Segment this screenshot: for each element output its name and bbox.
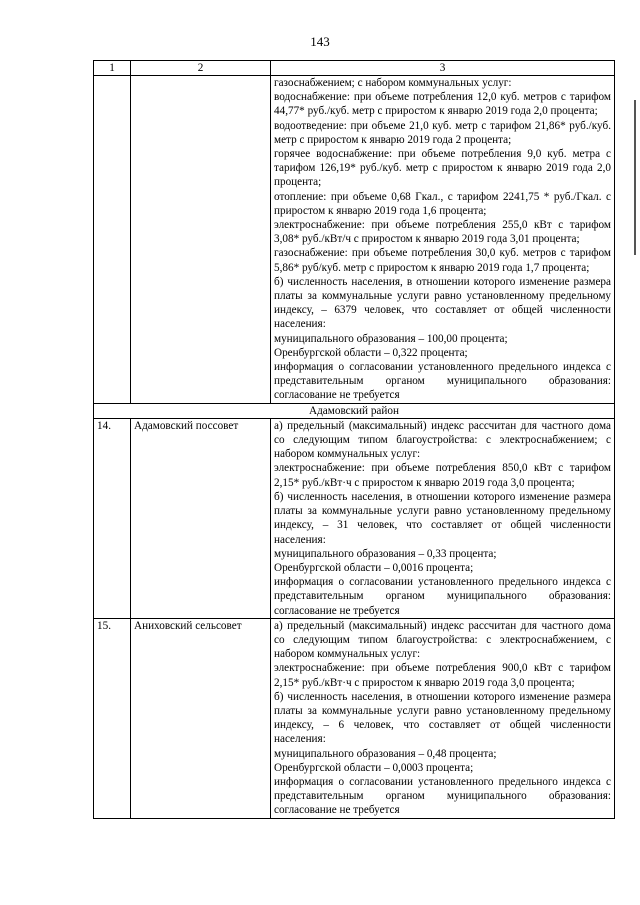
row-text [271, 418, 615, 618]
paragraph: муниципального образования – 0,33 процента; [274, 547, 497, 560]
region-row [94, 403, 615, 418]
paragraph: водоснабжение: при объеме потребления 12,0 куб. метров с тарифом 44,77* руб./куб. метр с приростом к январю 2019 года 2,0 процента; [274, 91, 611, 118]
paragraph: электроснабжение: при объеме потребления 850,0 кВт с тарифом 2,15* руб./кВт·ч с приростом к январю 2019 года 3,0 процента; [274, 462, 611, 489]
paragraph: газоснабжение: при объеме потребления 30,0 куб. метров с тарифом 5,86* руб/куб. метр с приростом к январю 2019 года 1,7 процента; [274, 247, 611, 274]
row-number-cell [94, 76, 131, 404]
paragraph: информация о согласовании установленного предельного индекса с представительным органом муниципального образования: согласование не требуется [274, 775, 611, 817]
continuation-row [94, 76, 615, 404]
paragraph: информация о согласовании установленного предельного индекса с представительным органом муниципального образования: согласование не требуется [274, 361, 611, 402]
row-number: 14. [94, 418, 131, 618]
paragraph: б) численность населения, в отношении которого изменение размера платы за коммунальные услуги равно установленному предельному индексу, – 31 человек, что составляет от общей численности населения: [274, 490, 611, 546]
region-title: Адамовский район [94, 403, 615, 418]
paragraph: газоснабжением; с набором коммунальных услуг: [274, 77, 512, 89]
paragraph: электроснабжение: при объеме потребления 900,0 кВт с тарифом 2,15* руб./кВт·ч с приростом к январю 2019 года 3,0 процента; [274, 662, 611, 689]
paragraph: Оренбургской области – 0,322 процента; [274, 346, 468, 359]
municipality-name: Аниховский сельсовет [131, 618, 271, 818]
page-number: 143 [310, 34, 330, 49]
paragraph: Оренбургской области – 0,0016 процента; [274, 561, 474, 574]
scan-edge-mark [634, 100, 636, 255]
header-col-3: 3 [271, 61, 615, 76]
row-text [271, 618, 615, 818]
paragraph: горячее водоснабжение: при объеме потребления 9,0 куб. метра с тарифом 126,19* руб./куб. метр с приростом к январю 2019 года 2,0 процента; [274, 148, 611, 189]
paragraph: муниципального образования – 0,48 процента; [274, 747, 497, 760]
table-row [94, 618, 615, 818]
table-header-row [94, 61, 615, 76]
paragraph: Оренбургской области – 0,0003 процента; [274, 761, 474, 774]
paragraph: а) предельный (максимальный) индекс рассчитан для частного дома со следующим типом благоустройства: с электроснабжением; с набором коммунальных услуг: [274, 419, 611, 461]
paragraph: а) предельный (максимальный) индекс рассчитан для частного дома со следующим типом благоустройства: с электроснабжением, с набором коммунальных услуг: [274, 619, 611, 661]
paragraph: водоотведение: при объеме 21,0 куб. метр с тарифом 21,86* руб./куб. метр с приростом к январю 2019 года 2 процента; [274, 119, 611, 146]
tariff-table [93, 60, 615, 819]
row-name-cell [131, 76, 271, 404]
paragraph: отопление: при объеме 0,68 Гкал., с тарифом 2241,75 * руб./Гкал. с приростом к январю 2019 года 1,6 процента; [274, 190, 611, 217]
paragraph: информация о согласовании установленного предельного индекса с представительным органом муниципального образования: согласование не требуется [274, 576, 611, 617]
paragraph: б) численность населения, в отношении которого изменение размера платы за коммунальные услуги равно установленному предельному индексу, – 6379 человек, что составляет от общей численности населения: [274, 275, 611, 331]
paragraph: электроснабжение: при объеме потребления 255,0 кВт с тарифом 3,08* руб./кВт/ч с приростом к январю 2019 года 3,01 процента; [274, 219, 611, 246]
row-number: 15. [94, 618, 131, 818]
continuation-text [271, 76, 615, 404]
table-row [94, 418, 615, 618]
header-col-1: 1 [94, 61, 131, 76]
header-col-2: 2 [131, 61, 271, 76]
paragraph: б) численность населения, в отношении которого изменение размера платы за коммунальные услуги равно установленному предельному индексу, – 6 человек, что составляет от общей численности населения: [274, 690, 611, 746]
municipality-name: Адамовский поссовет [131, 418, 271, 618]
paragraph: муниципального образования – 100,00 процента; [274, 332, 508, 345]
